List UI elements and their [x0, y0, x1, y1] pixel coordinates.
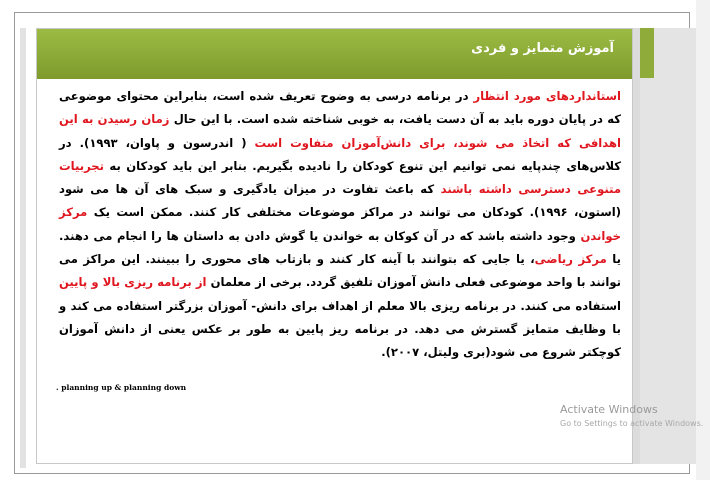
- highlight-planning-up-down: از برنامه ریزی بالا و پایین: [59, 275, 207, 290]
- highlight-time-to-reach-goals: زمان رسیدن به این اهدافی که اتخاذ می شوند، برای دانش‌آموزان متفاوت است: [59, 112, 621, 150]
- activate-windows-watermark: Activate Windows: [560, 403, 658, 416]
- body-segment-1: در برنامه درسی به وضوح تعریف شده است، بنابراین محتوای موضوعی که در پایان دوره باید به آن دست یافت، به خوبی شناخته شده است. با این حال: [59, 89, 621, 127]
- body-segment-5: ، یا جایی که بتوانند با آینه کار کنند و بازتاب های محوری را ببینند. این مراکز می توانند با واحد موضوعی فعلی دانش آموزان تلفیق گردد. برخی از معلمان: [59, 252, 621, 290]
- body-segment-6: استفاده می کنند. در برنامه ریزی بالا معلم از اهداف برای دانش- آموزان بزرگتر استفاده می کند و با وظایف متمایز گسترش می دهد. در برنامه ریز پایین به طور بر عکس یعنی از دانش آموزان کوچکتر شروع می شود(بری ولیتل، ۲۰۰۷).: [59, 298, 621, 360]
- slide-content: [36, 28, 633, 464]
- body-segment-2: ( اندرسون و پاوان، ۱۹۹۳). در کلاس‌های چندپایه نمی توانیم این تنوع کودکان را نادیده بگیریم. بنابر این باید کودکان به: [59, 135, 621, 173]
- left-decoration-bar: [20, 28, 26, 468]
- right-decoration-bar: [633, 28, 640, 464]
- footnote-english: . planning up & planning down: [56, 383, 187, 392]
- right-gray-panel: [640, 28, 698, 464]
- body-segment-3: که باعث تفاوت در میزان یادگیری و سبک های آن ها می شود (استون، ۱۹۹۶). کودکان می توانند در مراکز موضوعات مختلفی کار کنند. ممکن است یک: [59, 182, 621, 220]
- window-right-edge: [696, 0, 710, 480]
- highlight-expected-standards: استانداردهای مورد انتظار: [473, 89, 621, 103]
- slide-title: آموزش متمایز و فردی: [471, 41, 614, 56]
- green-accent-tab: [640, 28, 654, 78]
- highlight-reading-center: مرکز خواندن: [59, 205, 621, 243]
- body-segment-4: وجود داشته باشد که در آن کوکان به خواندن یا گوش دادن به داستان ها را انجام می دهند. یا: [59, 228, 621, 267]
- activate-windows-subtext: Go to Settings to activate Windows.: [560, 419, 704, 428]
- slide-body-text: [59, 85, 621, 365]
- highlight-diverse-experiences: تجربیات متنوعی دسترسی داشته باشند: [59, 158, 621, 197]
- highlight-math-center: مرکز ریاضی: [534, 252, 607, 267]
- title-banner: [37, 29, 632, 79]
